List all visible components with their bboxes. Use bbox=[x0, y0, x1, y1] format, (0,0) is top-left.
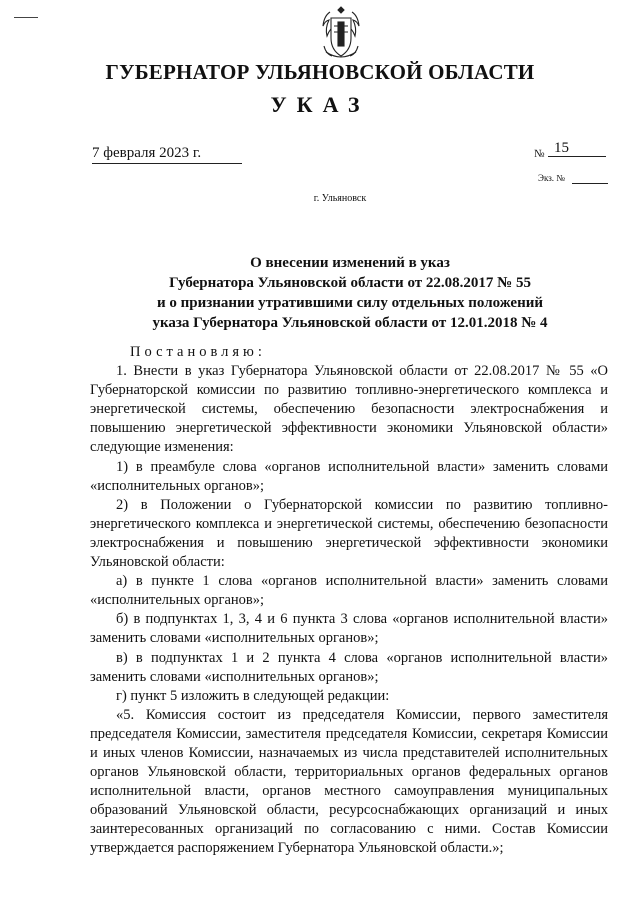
copy-number-label: Экз. № bbox=[538, 173, 565, 183]
decree-word: Постановляю: bbox=[130, 344, 266, 360]
paragraph: 1. Внести в указ Губернатора Ульяновской области от 22.08.2017 № 55 «О Губернаторской комиссии по развитию топливно-энергетического комплекса и энергетической системы, обеспечению безопасности электроснабжения и повышению энергетической эффективности экономики Ульяновской области» следующие изменения: bbox=[90, 363, 608, 456]
paragraph: 2) в Положении о Губернаторской комиссии по развитию топливно-энергетического комплекса и энергетической системы, обеспечению безопасности электроснабжения и повышению энергетической эффективности экономики Ульяновской области: bbox=[90, 496, 608, 571]
paragraph: 1) в преамбуле слова «органов исполнительной власти» заменить словами «исполнительных органов»; bbox=[90, 458, 608, 494]
issuer-heading: ГУБЕРНАТОР УЛЬЯНОВСКОЙ ОБЛАСТИ bbox=[105, 60, 535, 84]
title-line: и о признании утратившими силу отдельных положений bbox=[156, 295, 544, 311]
number-label: № bbox=[534, 148, 545, 160]
date-field: 7 февраля 2023 г. bbox=[92, 145, 242, 164]
city-label: г. Ульяновск bbox=[313, 193, 367, 204]
coat-of-arms-icon bbox=[316, 4, 366, 62]
document-type-heading: УКАЗ bbox=[270, 92, 370, 117]
paragraph: г) пункт 5 изложить в следующей редакции: bbox=[116, 687, 390, 704]
paragraph: в) в подпунктах 1 и 2 пункта 4 слова «органов исполнительной власти» заменить словами «исполнительных органов»; bbox=[90, 649, 608, 685]
paragraph: б) в подпунктах 1, 3, 4 и 6 пункта 3 слова «органов исполнительной власти» заменить словами «исполнительных органов»; bbox=[90, 611, 608, 647]
title-line: Губернатора Ульяновской области от 22.08.2017 № 55 bbox=[169, 275, 531, 291]
copy-number-field bbox=[572, 173, 608, 184]
title-line: О внесении изменений в указ bbox=[250, 255, 450, 271]
title-line: указа Губернатора Ульяновской области от 12.01.2018 № 4 bbox=[152, 315, 548, 331]
document-body bbox=[90, 343, 608, 859]
paragraph: «5. Комиссия состоит из председателя Комиссии, первого заместителя председателя Комиссии, заместителя председателя Комиссии, секретаря Комиссии и иных членов Комиссии, назначаемых из числа представителей исполнительных органов Ульяновской области, территориальных органов федеральных органов исполнительной власти, органов местного самоуправления муниципальных образований Ульяновской области, ресурсоснабжающих организаций и иных заинтересованных организаций по согласованию с ними. Состав Комиссии утверждается распоряжением Губернатора Ульяновской области.»; bbox=[90, 706, 608, 857]
document-title bbox=[90, 253, 610, 333]
number-field: 15 bbox=[548, 140, 606, 157]
paragraph: а) в пункте 1 слова «органов исполнительной власти» заменить словами «исполнительных органов»; bbox=[90, 573, 608, 609]
top-divider bbox=[14, 17, 38, 18]
